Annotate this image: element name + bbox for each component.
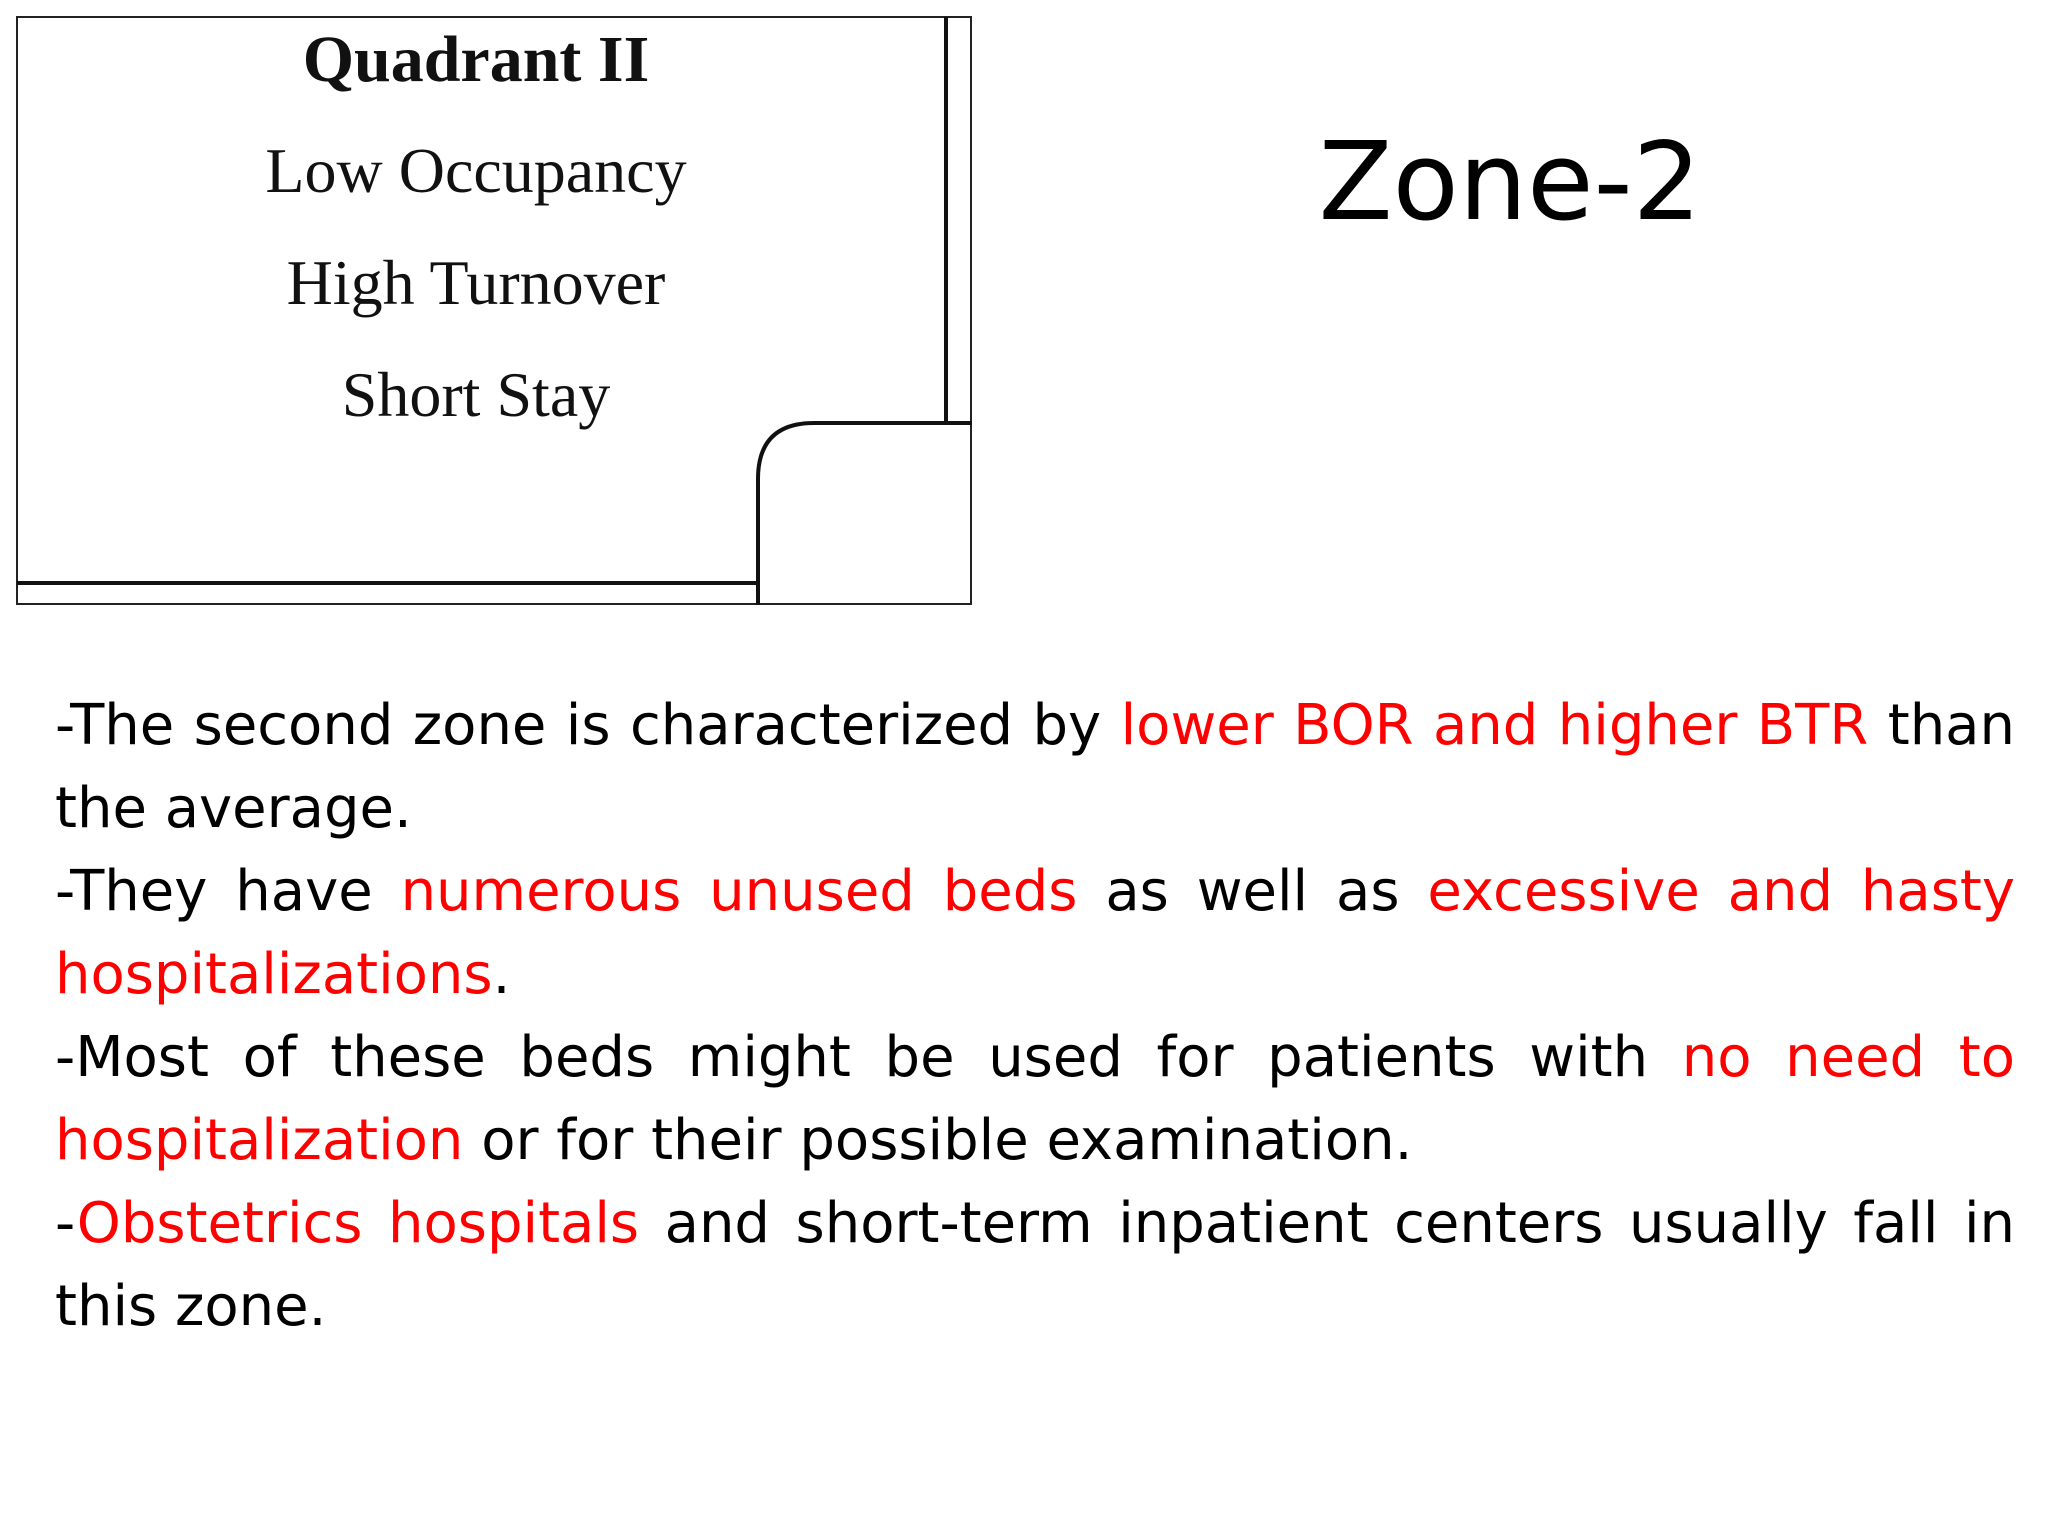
bullet-highlight: numerous unused beds — [400, 859, 1078, 924]
bullet-paragraph — [55, 1182, 2015, 1348]
slide-body — [55, 684, 2015, 1348]
bullet-paragraph — [55, 850, 2015, 1016]
bullet-paragraph — [55, 684, 2015, 850]
bullet-text: - — [55, 1191, 77, 1256]
bullet-text: as well as — [1077, 859, 1428, 924]
bullet-text: -They have — [55, 859, 401, 924]
bullet-text: -The second zone is characterized by — [55, 693, 1121, 758]
bullet-highlight: Obstetrics hospitals — [76, 1191, 640, 1256]
bullet-text: . — [492, 942, 511, 1007]
quadrant-line-turnover: High Turnover — [286, 247, 666, 318]
bullet-text: or for their possible examination. — [463, 1108, 1413, 1173]
bullet-highlight: excessive and hasty hospitalizations — [55, 859, 2016, 1007]
bullet-paragraph — [55, 1016, 2015, 1182]
bullet-highlight: lower BOR and higher BTR — [1120, 693, 1869, 758]
quadrant-line-stay: Short Stay — [341, 359, 611, 430]
quadrant-ii-figure — [16, 16, 972, 605]
quadrant-title: Quadrant II — [302, 23, 650, 96]
bullet-highlight: no need to hospitalization — [55, 1025, 2015, 1173]
adjacent-quadrant-corner — [758, 423, 972, 605]
bullet-text: than the average. — [55, 693, 2015, 841]
slide-title: Zone-2 — [1318, 120, 1702, 245]
bullet-text: and short-term inpatient centers usually fall in this zone. — [55, 1191, 2016, 1339]
bullet-text: -Most of these beds might be used for patients with — [55, 1025, 1682, 1090]
quadrant-line-occupancy: Low Occupancy — [265, 135, 687, 206]
